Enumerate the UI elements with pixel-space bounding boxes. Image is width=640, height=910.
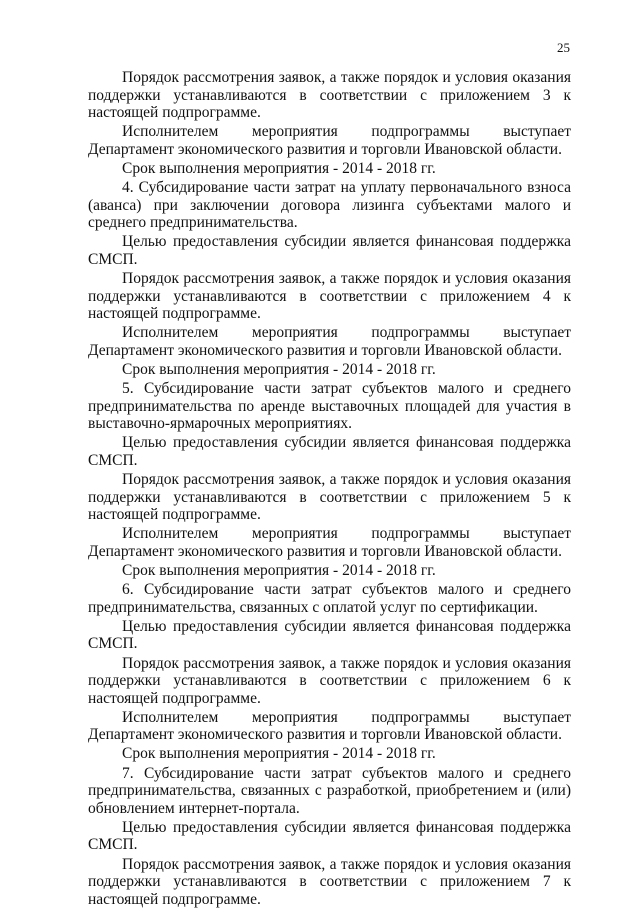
paragraph: Целью предоставления субсидии является финансовая поддержка СМСП. <box>88 233 571 268</box>
paragraph: Исполнителем мероприятия подпрограммы выступает Департамент экономического развития и торговли Ивановской области. <box>88 708 571 744</box>
paragraph: Целью предоставления субсидии является финансовая поддержка СМСП. <box>88 818 571 854</box>
paragraph: Срок выполнения мероприятия - 2014 - 2018 гг. <box>122 361 436 378</box>
paragraph: 5. Субсидирование части затрат субъектов малого и среднего предпринимательства по аренде выставочных площадей для участия в выставочно-ярмарочных мероприятиях. <box>88 380 571 433</box>
paragraph: 6. Субсидирование части затрат субъектов малого и среднего предпринимательства, связанных с оплатой услуг по сертификации. <box>88 581 571 616</box>
paragraph: Исполнителем мероприятия подпрограммы выступает Департамент экономического развития и торговли Ивановской области. <box>88 123 571 158</box>
paragraph: 4. Субсидирование части затрат на уплату первоначального взноса (аванса) при заключении договора лизинга субъектами малого и среднего предпринимательства. <box>88 179 571 232</box>
paragraph: Порядок рассмотрения заявок, а также порядок и условия оказания поддержки устанавливаются в соответствии с приложением 3 к настоящей подпрограмме. <box>88 69 571 122</box>
paragraph: Исполнителем мероприятия подпрограммы выступает Департамент экономического развития и торговли Ивановской области. <box>88 525 571 560</box>
paragraph: Порядок рассмотрения заявок, а также порядок и условия оказания поддержки устанавливаются в соответствии с приложением 4 к настоящей подпрограмме. <box>88 270 571 323</box>
paragraph: Порядок рассмотрения заявок, а также порядок и условия оказания поддержки устанавливаются в соответствии с приложением 7 к настоящей подпрограмме. <box>88 855 571 908</box>
document-body <box>88 69 571 910</box>
paragraph: Порядок рассмотрения заявок, а также порядок и условия оказания поддержки устанавливаются в соответствии с приложением 5 к настоящей подпрограмме. <box>88 471 571 524</box>
paragraph: Срок выполнения мероприятия - 2014 - 2018 гг. <box>122 159 436 177</box>
paragraph: Порядок рассмотрения заявок, а также порядок и условия оказания поддержки устанавливаются в соответствии с приложением 6 к настоящей подпрограмме. <box>88 654 571 707</box>
paragraph: 7. Субсидирование части затрат субъектов малого и среднего предпринимательства, связанных с разработкой, приобретением и (или) обновлением интернет-портала. <box>88 764 571 817</box>
paragraph: Целью предоставления субсидии является финансовая поддержка СМСП. <box>88 434 571 469</box>
paragraph: Целью предоставления субсидии является финансовая поддержка СМСП. <box>88 617 571 653</box>
page-number: 25 <box>557 40 570 55</box>
paragraph: Исполнителем мероприятия подпрограммы выступает Департамент экономического развития и торговли Ивановской области. <box>88 324 571 359</box>
paragraph: Срок выполнения мероприятия - 2014 - 2018 гг. <box>122 745 436 763</box>
paragraph: Срок выполнения мероприятия - 2014 - 2018 гг. <box>122 562 436 580</box>
